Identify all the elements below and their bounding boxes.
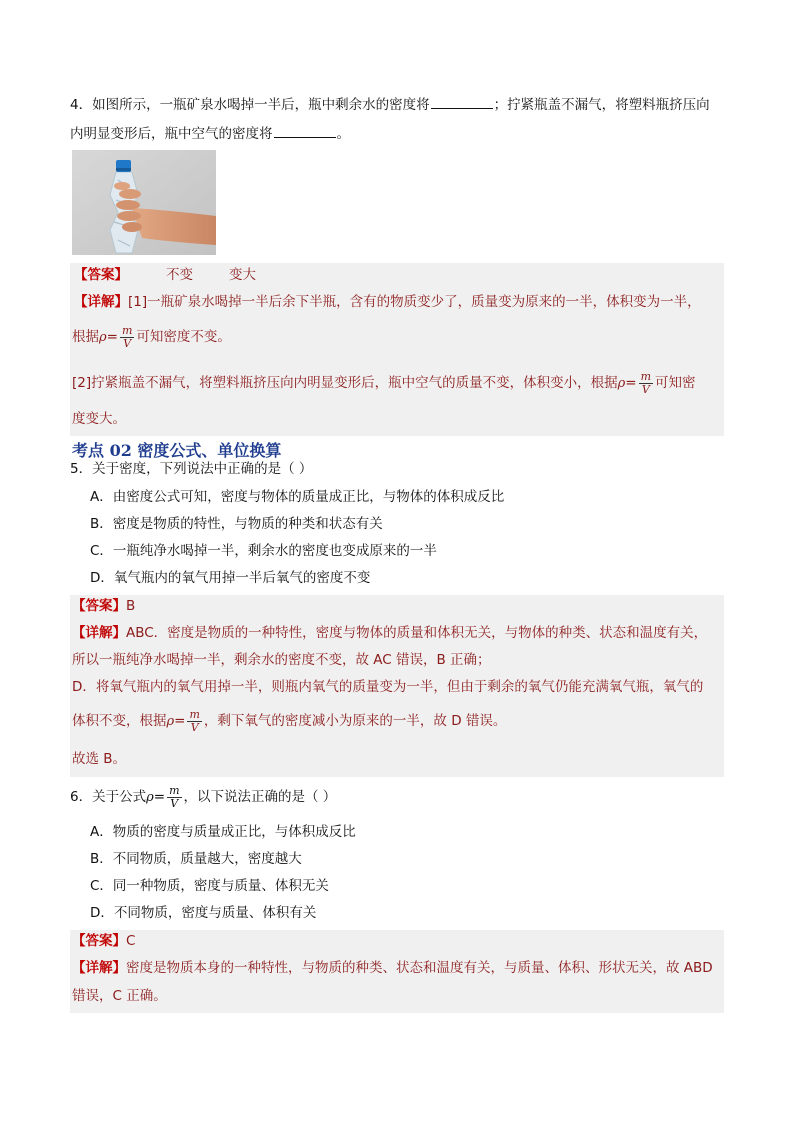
q5-option-b: B．密度是物质的特性，与物质的种类和状态有关 xyxy=(90,516,383,532)
q5-detail-text: ABC．密度是物质的一种特性，密度与物体的质量和体积无关，与物体的种类、状态和温度有关， xyxy=(126,625,708,641)
q5-detail-line-2: 所以一瓶纯净水喝掉一半，剩余水的密度不变，故 AC 错误，B 正确； xyxy=(72,652,491,668)
density-formula xyxy=(120,325,134,350)
q4-stem-line-1 xyxy=(70,94,710,115)
detail-tag: 【详解】 xyxy=(74,294,128,310)
detail-tag: 【详解】 xyxy=(72,625,126,641)
q4-stem-line-2 xyxy=(70,123,350,144)
section-title: 考点 02 密度公式、单位换算 xyxy=(72,441,282,460)
q5-option-c: C．一瓶纯净水喝掉一半，剩余水的密度也变成原来的一半 xyxy=(90,543,437,559)
q6-option-d: D．不同物质，密度与质量、体积有关 xyxy=(90,905,317,921)
q5-answer: B xyxy=(126,598,136,614)
q6-detail-line-1 xyxy=(72,958,713,978)
q4-detail-line-2: 根据ρ= $\frac{m}{V}$ 可知密度不变。 xyxy=(72,323,231,350)
rho-symbol: ρ xyxy=(146,790,154,805)
q4-detail-text: 根据 xyxy=(72,329,99,345)
q6-detail-line-2: 错误，C 正确。 xyxy=(72,988,167,1004)
formula-denominator: V xyxy=(123,336,132,350)
q6-stem: 6．关于公式ρ= $\frac{m}{V}$ ，以下说法正确的是（ ） xyxy=(70,783,337,810)
formula-numerator: m xyxy=(640,369,652,383)
formula-numerator: m xyxy=(189,707,200,721)
q6-option-a: A．物质的密度与质量成正比，与体积成反比 xyxy=(90,824,356,840)
q6-detail-text: 密度是物质本身的一种特性，与物质的种类、状态和温度有关，与质量、体积、形状无关，故 ABD xyxy=(126,960,713,976)
q4-answer-2: 变大 xyxy=(229,267,256,283)
rho-symbol: ρ xyxy=(166,714,175,729)
rho-symbol: ρ xyxy=(99,330,107,345)
density-formula xyxy=(639,371,653,396)
q4-blank-1 xyxy=(431,94,493,109)
q5-detail-text: ，剩下氧气的密度减小为原来的一半，故 D 错误。 xyxy=(203,713,507,729)
q5-option-d: D．氧气瓶内的氧气用掉一半后氧气的密度不变 xyxy=(90,570,371,586)
q5-answer-box xyxy=(70,595,724,777)
answer-tag: 【答案】 xyxy=(72,598,126,614)
formula-denominator: V xyxy=(170,796,179,810)
q5-answer-row xyxy=(72,596,135,616)
answer-tag: 【答案】 xyxy=(72,933,126,949)
q5-detail-line-1 xyxy=(72,623,707,643)
q4-stem-text: ；拧紧瓶盖不漏气，将塑料瓶挤压向 xyxy=(493,97,710,113)
q4-stem-text: 。 xyxy=(336,126,350,142)
q4-detail-text: 可知密度不变。 xyxy=(136,329,231,345)
q6-answer-box xyxy=(70,930,724,1013)
q4-detail-line-1 xyxy=(74,292,701,312)
q5-detail-line-4: 体积不变，根据ρ= $\frac{m}{V}$ ，剩下氧气的密度减小为原来的一半，故 D 错误。 xyxy=(72,707,507,734)
formula-numerator: m xyxy=(169,783,180,797)
q6-stem-text: 6．关于公式 xyxy=(70,789,147,805)
q4-detail-text: 度变大。 xyxy=(72,411,126,427)
rho-symbol: ρ xyxy=(617,376,626,391)
q4-detail-text: [2]拧紧瓶盖不漏气，将塑料瓶挤压向内明显变形后，瓶中空气的质量不变，体积变小，根据 xyxy=(72,375,618,391)
q4-stem-text: 内明显变形后，瓶中空气的密度将 xyxy=(70,126,273,142)
q4-detail-text: 可知密 xyxy=(655,375,696,391)
q5-detail-line-3: D．将氧气瓶内的氧气用掉一半，则瓶内氧气的质量变为一半，但由于剩余的氧气仍能充满氧气瓶，氧气的 xyxy=(72,679,704,695)
water-bottle-photo xyxy=(72,150,216,255)
q6-option-b: B．不同物质，质量越大，密度越大 xyxy=(90,851,302,867)
q4-detail-line-3: [2]拧紧瓶盖不漏气，将塑料瓶挤压向内明显变形后，瓶中空气的质量不变，体积变小，根据ρ= $\frac{m}{V}$ 可知密 xyxy=(72,369,696,396)
answer-tag: 【答案】 xyxy=(74,267,128,283)
q4-answer-box xyxy=(70,263,724,436)
q4-stem-text: 4．如图所示，一瓶矿泉水喝掉一半后，瓶中剩余水的密度将 xyxy=(70,97,430,113)
q5-detail-text: 体积不变，根据 xyxy=(72,713,167,729)
q4-detail-line-4 xyxy=(72,409,126,429)
q5-stem: 5．关于密度，下列说法中正确的是（ ） xyxy=(70,461,313,477)
q4-answer-1: 不变 xyxy=(166,267,193,283)
formula-denominator: V xyxy=(641,382,650,396)
q6-stem-text: ，以下说法正确的是（ ） xyxy=(183,789,337,805)
density-formula xyxy=(187,709,201,734)
q6-answer-row xyxy=(72,931,135,951)
detail-tag: 【详解】 xyxy=(72,960,126,976)
q4-blank-2 xyxy=(274,123,336,138)
q4-answer-row xyxy=(74,265,256,285)
formula-denominator: V xyxy=(190,720,199,734)
q5-option-a: A．由密度公式可知，密度与物体的质量成正比，与物体的体积成反比 xyxy=(90,489,505,505)
q4-detail-text: [1]一瓶矿泉水喝掉一半后余下半瓶，含有的物质变少了，质量变为原来的一半，体积变为一半， xyxy=(128,294,701,310)
q6-option-c: C．同一种物质，密度与质量、体积无关 xyxy=(90,878,329,894)
q5-detail-line-5: 故选 B。 xyxy=(72,751,127,767)
density-formula xyxy=(167,785,181,810)
formula-numerator: m xyxy=(121,323,133,337)
q6-answer: C xyxy=(126,933,136,949)
